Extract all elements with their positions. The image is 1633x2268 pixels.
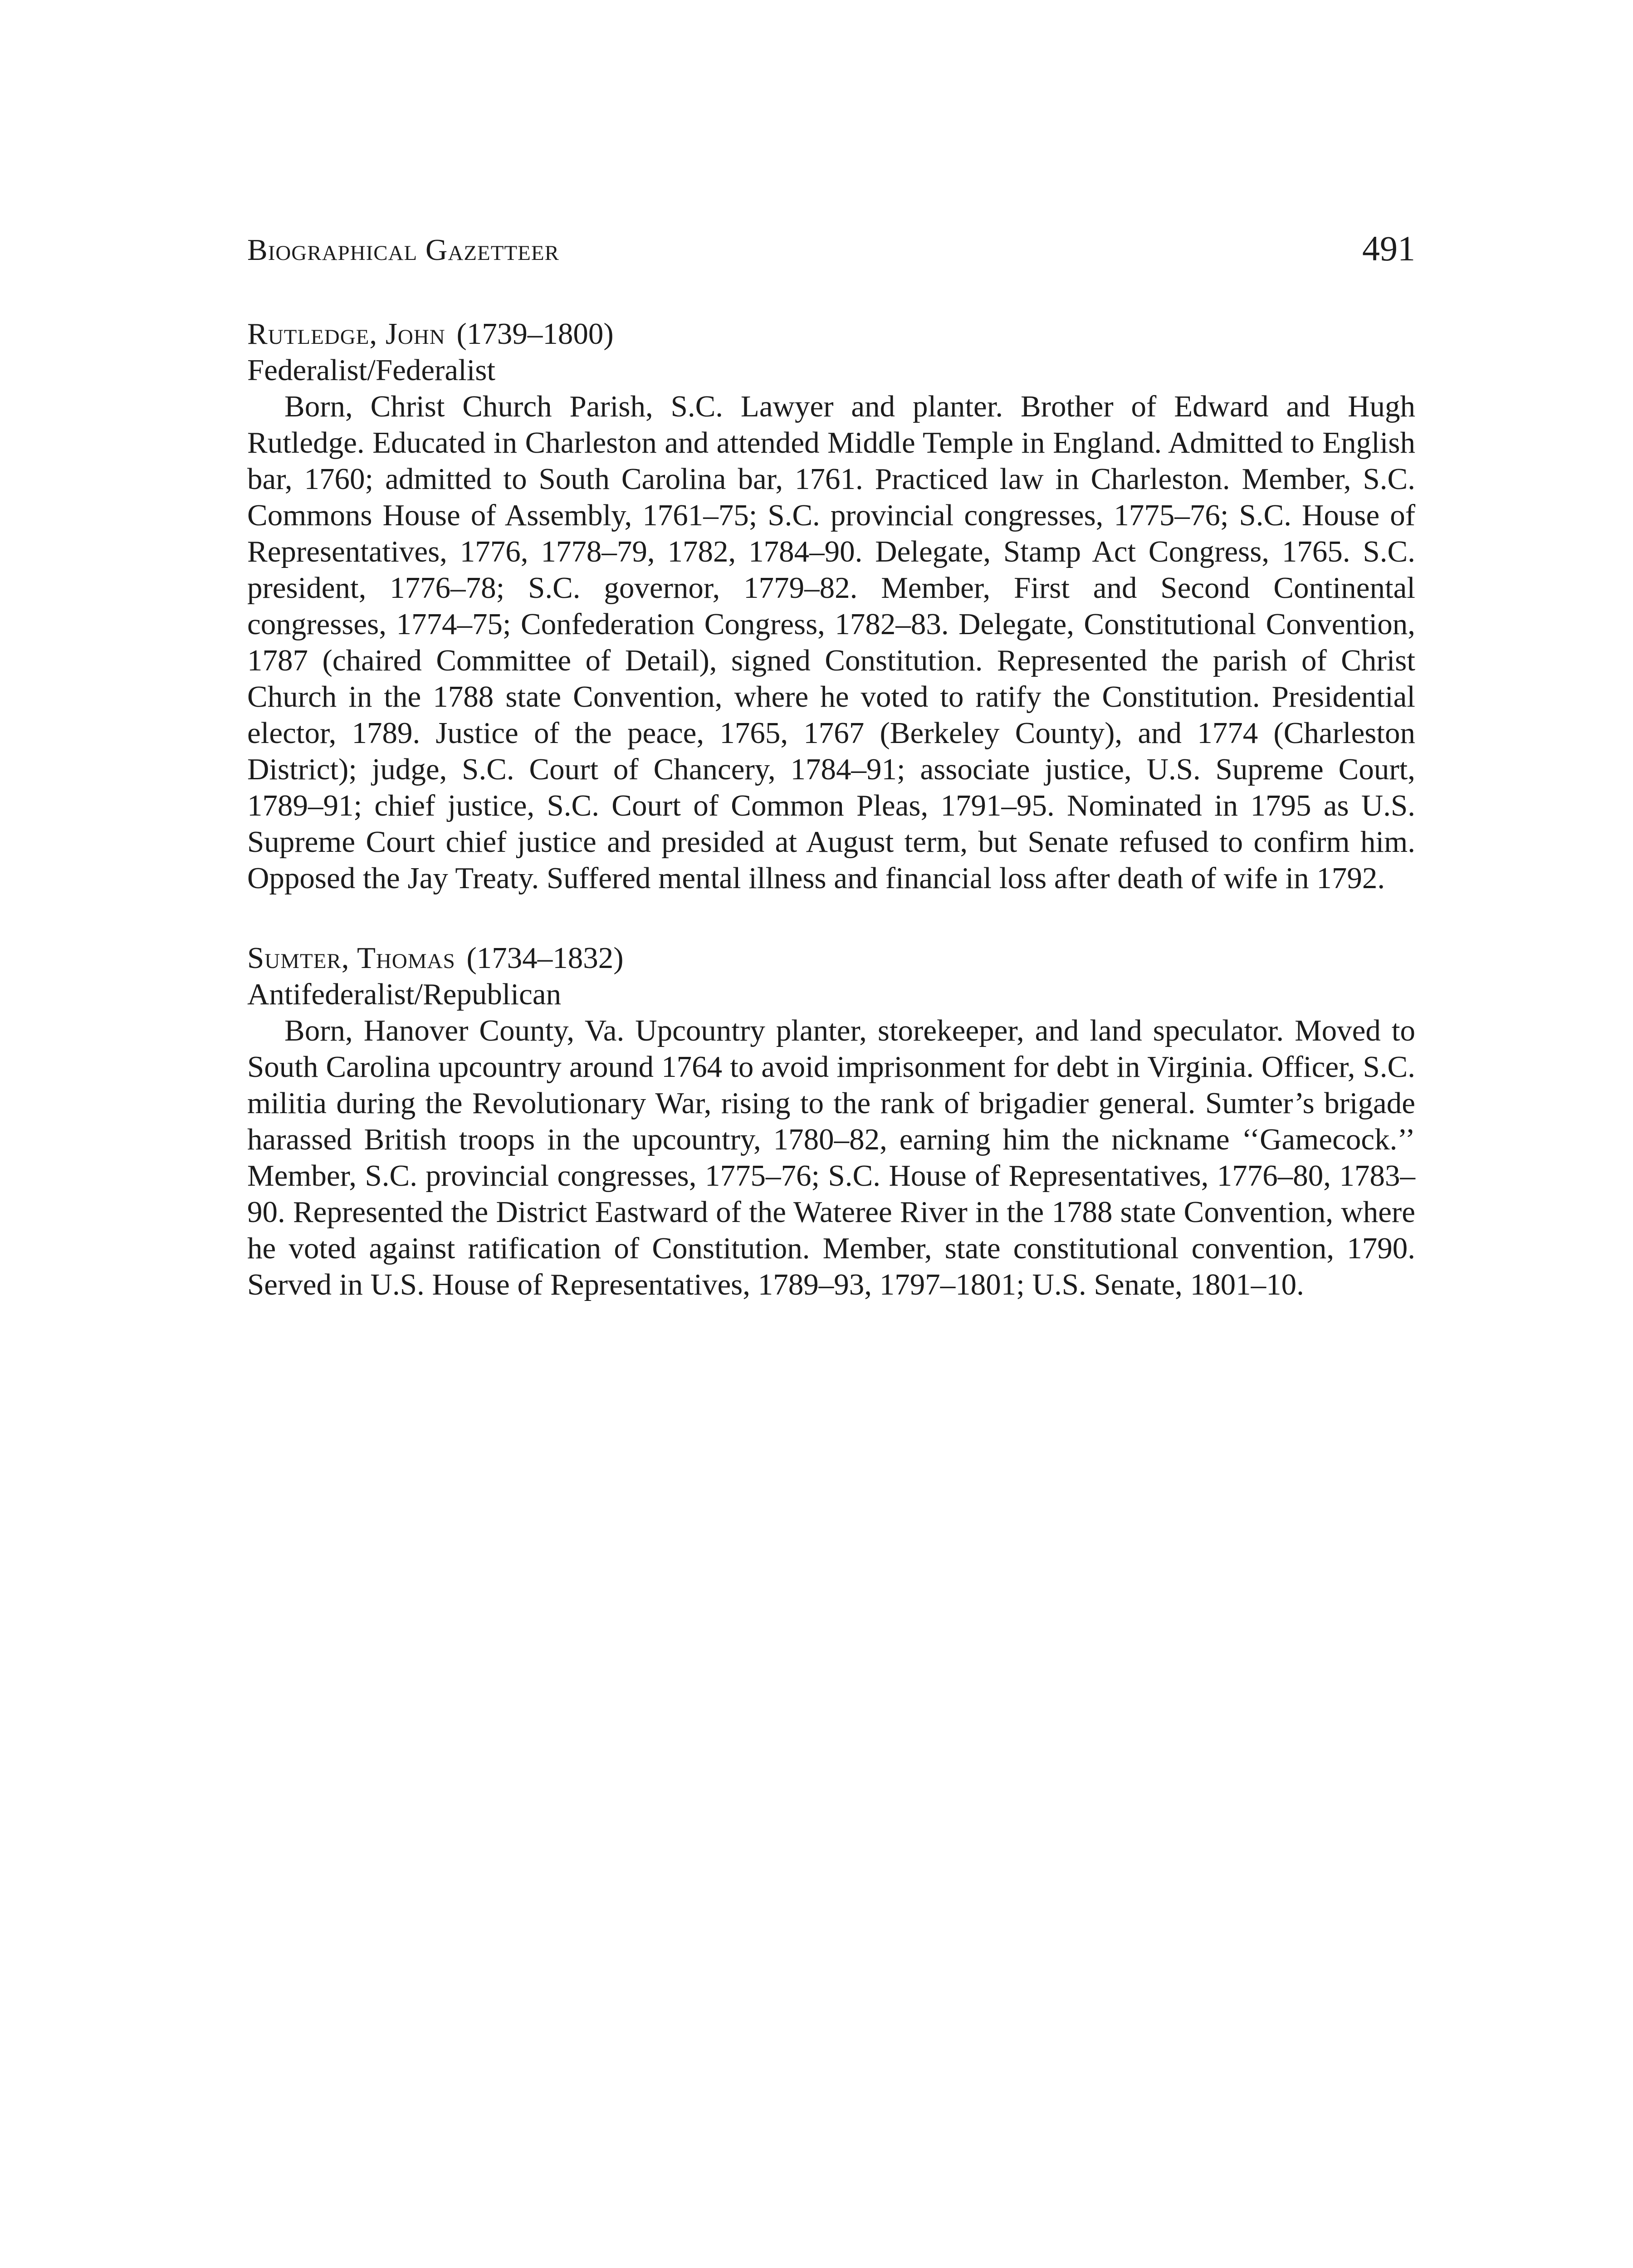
entry-dates: (1739–1800) [456, 317, 614, 351]
entry-body: Born, Christ Church Parish, S.C. Lawyer and planter. Brother of Edward and Hugh Rutledge. Educated in Charleston and attended Middle Temple in England. Admitted to English bar, 1760; admitted to South Carolina bar, 1761. Practiced law in Charleston. Member, S.C. Commons House of Assembly, 1761–75; S.C. provincial congresses, 1775–76; S.C. House of Representatives, 1776, 1778–79, 1782, 1784–90. Delegate, Stamp Act Congress, 1765. S.C. president, 1776–78; S.C. governor, 1779–82. Member, First and Second Continental congresses, 1774–75; Confederation Congress, 1782–83. Delegate, Constitutional Convention, 1787 (chaired Committee of Detail), signed Constitution. Represented the parish of Christ Church in the 1788 state Convention, where he voted to ratify the Constitution. Presidential elector, 1789. Justice of the peace, 1765, 1767 (Berkeley County), and 1774 (Charleston District); judge, S.C. Court of Chancery, 1784–91; associate justice, U.S. Supreme Court, 1789–91; chief justice, S.C. Court of Common Pleas, 1791–95. Nominated in 1795 as U.S. Supreme Court chief justice and presided at August term, but Senate refused to confirm him. Opposed the Jay Treaty. Suffered mental illness and financial loss after death of wife in 1792. [247, 390, 1415, 895]
entry-affiliation: Federalist/Federalist [247, 353, 496, 387]
entry-body: Born, Hanover County, Va. Upcountry planter, storekeeper, and land speculator. Moved to South Carolina upcountry around 1764 to avoid imprisonment for debt in Virginia. Officer, S.C. militia during the Revolutionary War, rising to the rank of brigadier general. Sumter’s brigade harassed British troops in the upcountry, 1780–82, earning him the nickname ‘‘Gamecock.’’ Member, S.C. provincial congresses, 1775–76; S.C. House of Representatives, 1776–80, 1783–90. Represented the District Eastward of the Wateree River in the 1788 state Convention, where he voted against ratification of Constitution. Member, state constitutional convention, 1790. Served in U.S. House of Representatives, 1789–93, 1797–1801; U.S. Senate, 1801–10. [247, 1014, 1415, 1301]
gazetteer-entry-sumter [247, 940, 1415, 1303]
running-head-title: Biographical Gazetteer [247, 233, 559, 267]
entry-dates: (1734–1832) [466, 941, 624, 975]
entry-heading [247, 316, 1415, 352]
entry-affiliation: Antifederalist/Republican [247, 978, 562, 1011]
page-number: 491 [1362, 229, 1415, 268]
running-head [247, 230, 1415, 270]
gazetteer-entry-rutledge [247, 316, 1415, 896]
entry-name: Sumter, Thomas [247, 941, 455, 975]
entry-heading [247, 940, 1415, 976]
entry-name: Rutledge, John [247, 317, 445, 351]
gazetteer-entries [247, 316, 1415, 1346]
